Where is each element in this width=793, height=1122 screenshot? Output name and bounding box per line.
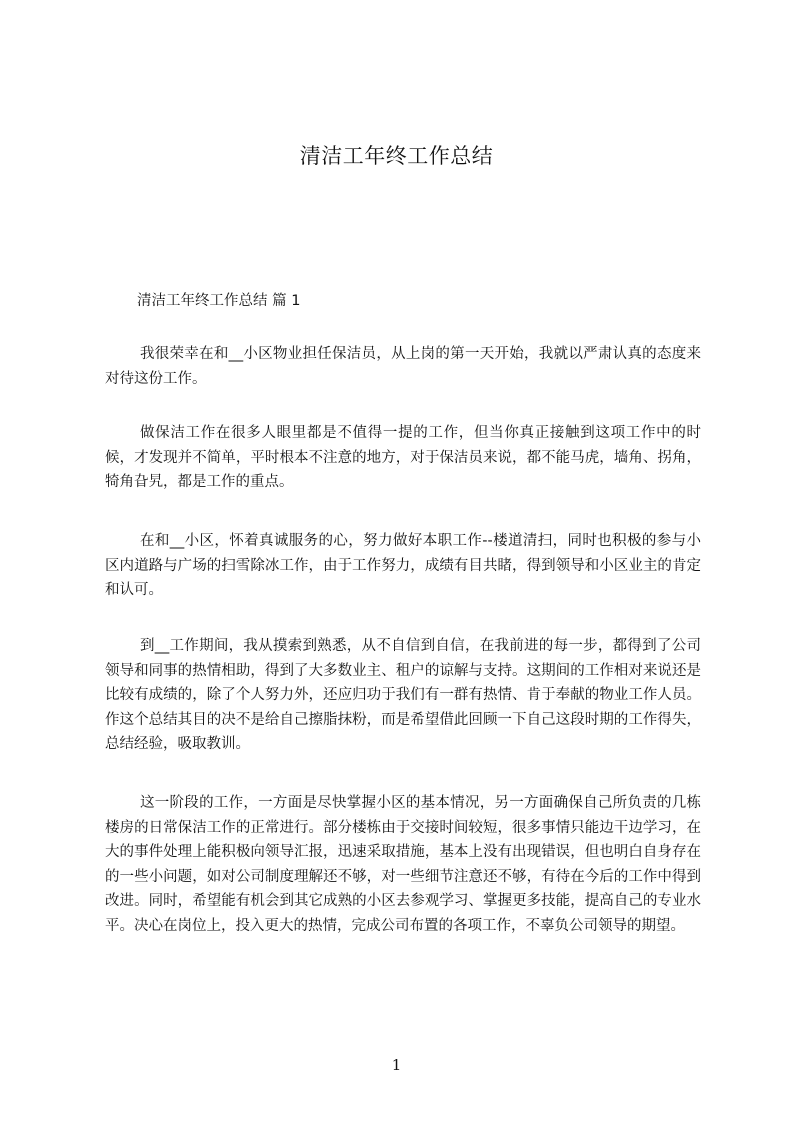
paragraph-1: 我很荣幸在和__小区物业担任保洁员，从上岗的第一天开始，我就以严肃认真的态度来对待这份工作。 bbox=[105, 346, 701, 387]
document-title: 清洁工年终工作总结 bbox=[299, 144, 494, 168]
paragraph-2: 做保洁工作在很多人眼里都是不值得一提的工作，但当你真正接触到这项工作中的时候，才发现并不简单，平时根本不注意的地方，对于保洁员来说，都不能马虎，墙角、拐角，犄角旮旯，都是工作的重点。 bbox=[105, 425, 701, 490]
paragraph-5: 这一阶段的工作，一方面是尽快掌握小区的基本情况，另一方面确保自己所负责的几栋楼房的日常保洁工作的正常进行。部分楼栋由于交接时间较短，很多事情只能边干边学习，在大的事件处理上能积极向领导汇报，迅速采取措施，基本上没有出现错误，但也明白自身存在的一些小问题，如对公司制度理解还不够，对一些细节注意还不够，有待在今后的工作中得到改进。同时，希望能有机会到其它成熟的小区去参观学习、掌握更多技能，提高自己的专业水平。决心在岗位上，投入更大的热情，完成公司布置的各项工作，不辜负公司领导的期望。 bbox=[105, 795, 701, 934]
paragraph-3: 在和__小区，怀着真诚服务的心，努力做好本职工作--楼道清扫，同时也积极的参与小区内道路与广场的扫雪除冰工作，由于工作努力，成绩有目共睹，得到领导和小区业主的肯定和认可。 bbox=[105, 533, 701, 598]
page-number: 1 bbox=[391, 1056, 402, 1074]
section-heading: 清洁工年终工作总结 篇 1 bbox=[137, 293, 301, 309]
paragraph-4: 到__工作期间，我从摸索到熟悉，从不自信到自信，在我前进的每一步，都得到了公司领导和同事的热情相助，得到了大多数业主、租户的谅解与支持。这期间的工作相对来说还是比较有成绩的，除了个人努力外，还应归功于我们有一群有热情、肯于奉献的物业工作人员。作这个总结其目的决不是给自己擦脂抹粉，而是希望借此回顾一下自己这段时期的工作得失，总结经验，吸取教训。 bbox=[105, 638, 701, 752]
